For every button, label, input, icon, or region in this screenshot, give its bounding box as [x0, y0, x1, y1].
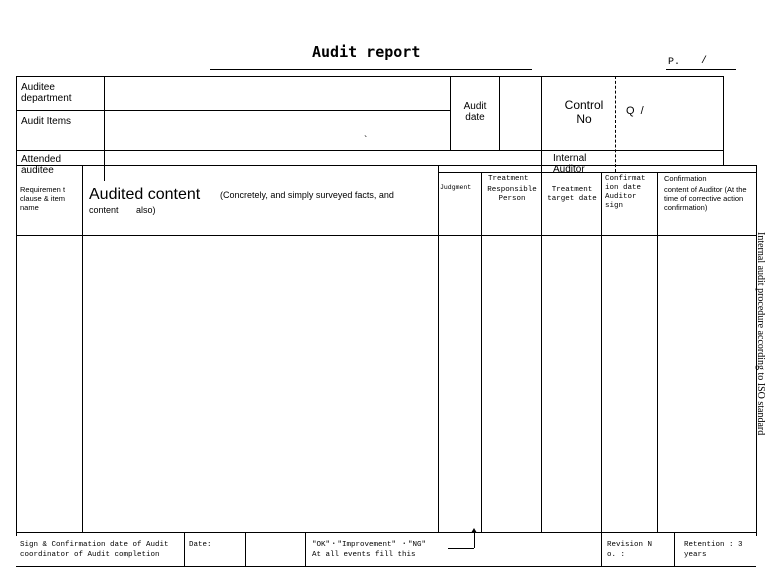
col-divider-requirement	[82, 165, 83, 532]
page-underline	[666, 69, 736, 70]
judgment-col-header: Judgment	[440, 184, 472, 191]
note-arrow-up	[474, 532, 475, 548]
internal-auditor-label: Internal Auditor	[553, 153, 587, 175]
footer-divider-revision	[601, 532, 602, 566]
audited-content-note-line2: content also)	[89, 205, 156, 215]
footer-top-border	[16, 532, 756, 533]
sign-confirm-line1: Sign & Confirmation date of Audit	[20, 541, 169, 549]
revision-line2: o. :	[607, 551, 626, 559]
control-no-value: Q /	[626, 105, 644, 117]
judgment-note-line2: At all events fill this	[312, 551, 416, 559]
col-divider-confirm	[657, 172, 658, 532]
footer-divider-retention	[674, 532, 675, 566]
confirmation-sign-col-header: Confirmat ion date Auditor sign	[605, 175, 646, 210]
audited-content-col-header: Audited content	[89, 186, 201, 203]
control-no-label: Control No	[564, 98, 604, 126]
footer-divider-note	[305, 532, 306, 566]
col-divider-target	[601, 172, 602, 536]
target-date-col-header: Treatment target date	[547, 186, 597, 203]
header-label-divider	[104, 76, 105, 181]
auditee-department-label: Auditee department	[21, 82, 72, 104]
confirmation-content-title: Confirmation	[664, 174, 707, 183]
footer-divider-date	[184, 532, 185, 566]
header-date-divider	[450, 76, 451, 150]
footer-bottom-border	[16, 566, 756, 567]
side-note: Internal audit procedure according to ISO standard	[755, 232, 766, 436]
header-control-divider	[541, 76, 542, 532]
requirement-col-header: Requiremen t clause & item name	[20, 185, 66, 212]
page-label: P.	[668, 57, 681, 68]
header-mid-border	[16, 110, 450, 111]
title-underline	[210, 69, 532, 70]
responsible-col-header: Responsible Person	[487, 186, 537, 203]
control-dashed-line	[615, 76, 616, 172]
report-title: Audit report	[312, 43, 421, 61]
header-row4-border	[16, 165, 756, 166]
treatment-top-border	[438, 172, 756, 173]
note-arrow-stem	[448, 548, 474, 549]
header-top-border	[16, 76, 723, 77]
sign-confirm-line2: coordinator of Audit completion	[20, 551, 160, 559]
audited-content-note: (Concretely, and simply surveyed facts, and	[220, 190, 394, 200]
retention-line1: Retention : 3	[684, 541, 743, 549]
judgment-note-line1: "OK"・"Improvement" ・"NG"	[312, 541, 427, 549]
header-left-border	[16, 76, 17, 536]
column-header-bottom	[16, 235, 756, 236]
footer-divider-date2	[245, 532, 246, 566]
note-arrow-head	[471, 528, 477, 533]
treatment-col-header: Treatment	[488, 175, 529, 183]
col-divider-responsible	[481, 172, 482, 532]
date-label: Date:	[189, 541, 212, 549]
audit-items-mark: `	[364, 135, 368, 146]
header-right-border	[723, 76, 724, 165]
col-divider-judgment	[438, 165, 439, 532]
header-row3-border	[16, 150, 723, 151]
header-date-divider2	[499, 76, 500, 150]
page-separator: /	[701, 56, 708, 67]
audit-items-label: Audit Items	[21, 116, 72, 127]
revision-line1: Revision N	[607, 541, 653, 549]
attended-auditee-label: Attended auditee	[21, 154, 62, 176]
audit-date-label: Audit date	[463, 101, 487, 123]
confirmation-content-col-header: content of Auditor (At the time of corrective action confirmation)	[664, 185, 747, 212]
retention-line2: years	[684, 551, 707, 559]
